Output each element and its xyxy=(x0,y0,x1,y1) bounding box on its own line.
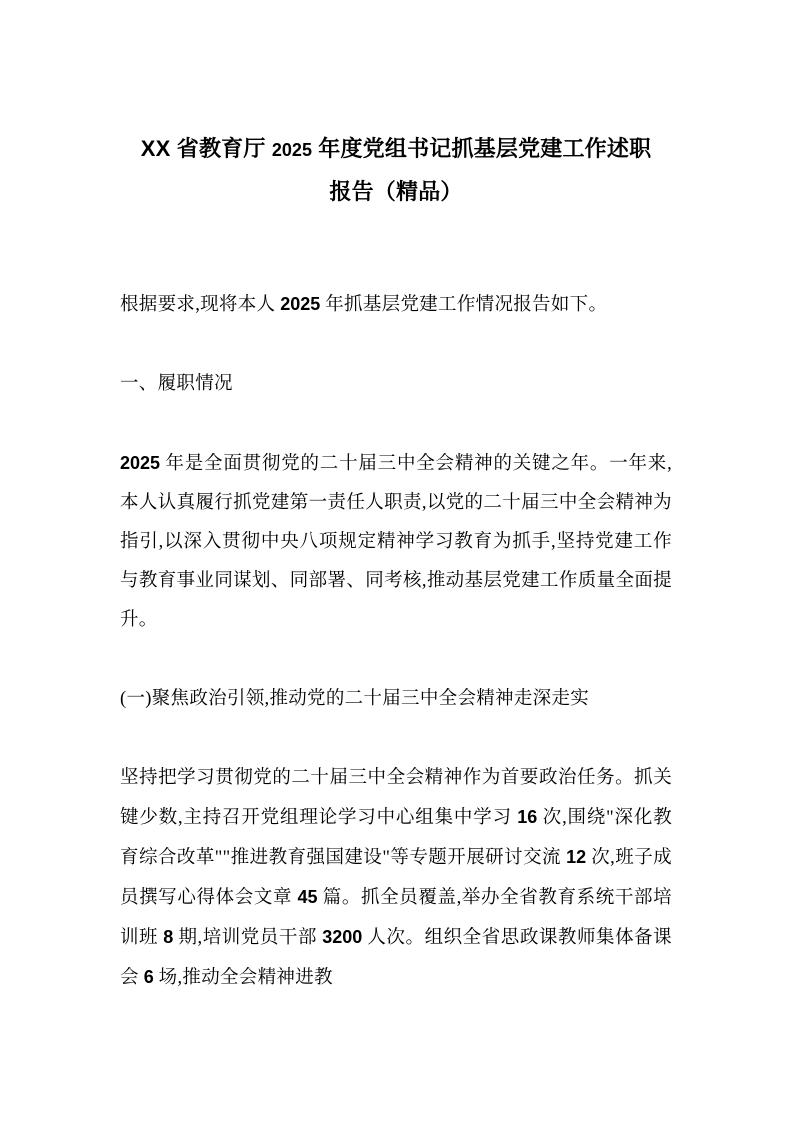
inline-number: 3200 xyxy=(322,927,363,947)
title-body-spacer xyxy=(120,212,672,285)
title-line-1: XX 省教育厅 2025 年度党组书记抓基层党建工作述职 xyxy=(140,136,652,161)
section-1-paragraph-1: 2025 年是全面贯彻党的二十届三中全会精神的关键之年。一年来,本人认真履行抓党建第一责任人职责,以党的二十届三中全会精神为指引,以深入贯彻中央八项规定精神学习教育为抓手,坚持党建工作与教育事业同谋划、同部署、同考核,推动基层党建工作质量全面提升。 xyxy=(120,453,672,630)
section-heading-1: 一、履职情况 xyxy=(120,374,233,394)
inline-number: 6 xyxy=(143,967,154,987)
document-body-column xyxy=(120,0,672,988)
inline-number: 2025 xyxy=(120,453,161,473)
subsection-heading-1: (一)聚焦政治引领,推动党的二十届三中全会精神走深走实 xyxy=(120,689,590,709)
title-line-2: 报告（精品） xyxy=(329,179,463,204)
inline-number: 12 xyxy=(566,847,587,867)
inline-number: 2025 xyxy=(280,294,321,314)
intro-paragraph: 根据要求,现将本人 2025 年抓基层党建工作情况报告如下。 xyxy=(120,294,608,315)
inline-number: 2025 xyxy=(271,140,312,160)
subsection-1-paragraph-1: 坚持把学习贯彻党的二十届三中全会精神作为首要政治任务。抓关键少数,主持召开党组理论学习中心组集中学习 16 次,围绕"深化教育综合改革""推进教育强国建设"等专题开展研讨交流 12 次,班子成员撰写心得体会文章 45 篇。抓全员覆盖,举办全省教育系统干部培训班 8 期,培训党员干部 3200 人次。组织全省思政课教师集体备课会 6 场,推动全会精神进教 xyxy=(120,768,672,988)
top-margin-spacer xyxy=(120,0,672,128)
inline-number: 8 xyxy=(163,927,174,947)
page-title xyxy=(120,128,672,212)
inline-number: 45 xyxy=(297,887,318,907)
inline-number: 16 xyxy=(517,807,538,827)
